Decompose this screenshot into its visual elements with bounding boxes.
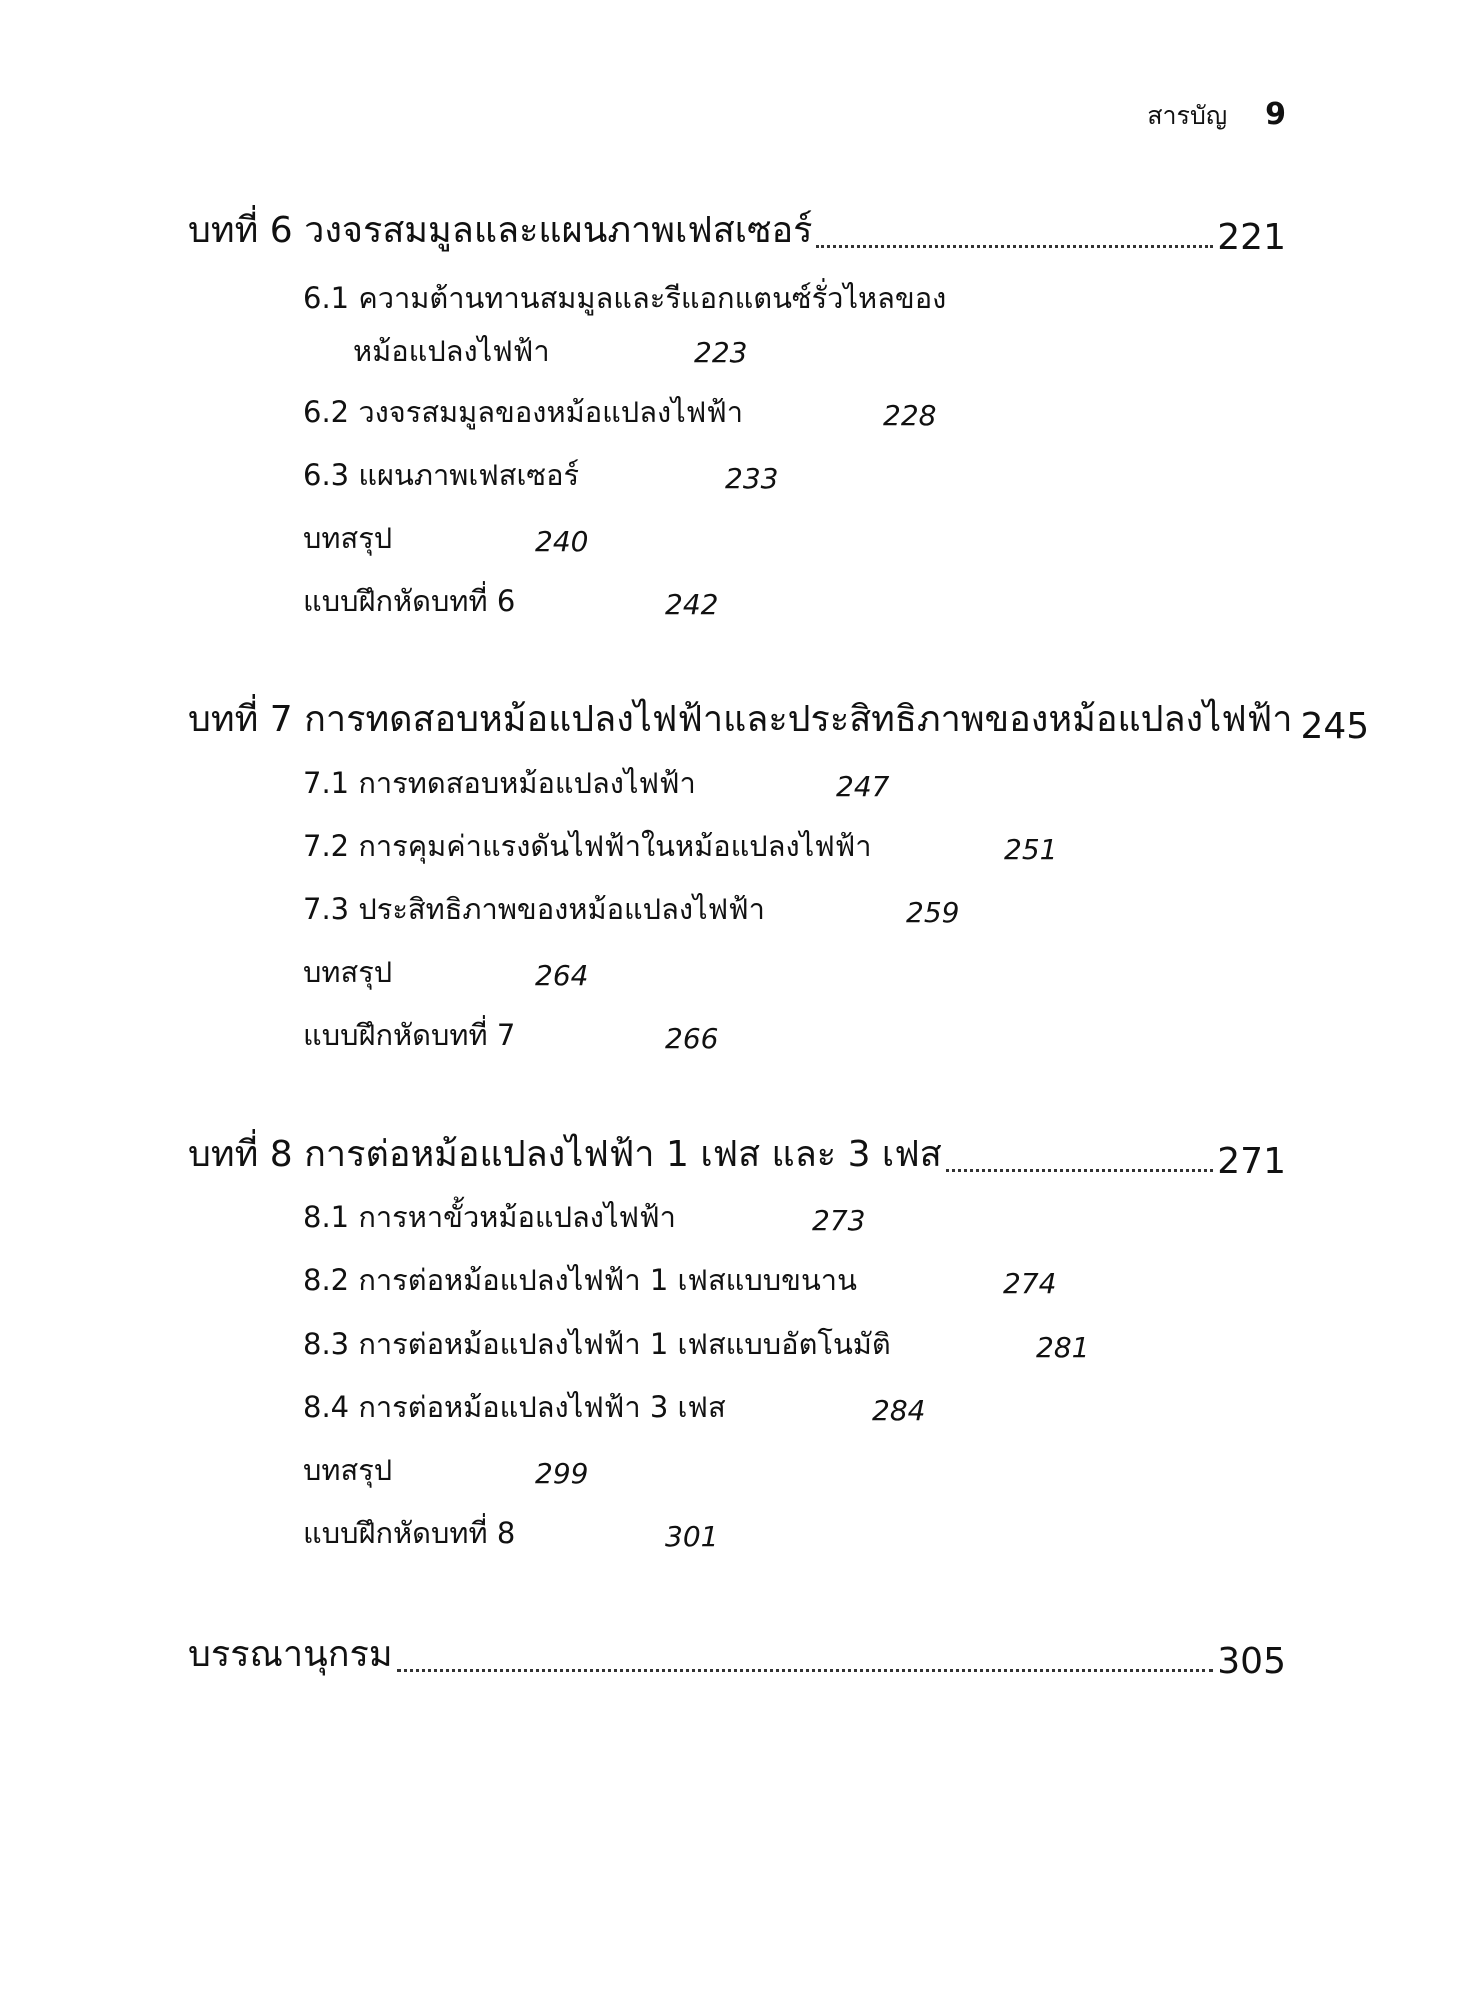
section-6-3-page: 233 <box>725 462 779 495</box>
toc-section-8-1[interactable]: 8.1 การหาขั้วหม้อแปลงไฟฟ้า <box>303 1200 676 1234</box>
toc-section-8-3[interactable]: 8.3 การต่อหม้อแปลงไฟฟ้า 1 เฟสแบบอัตโนมัติ <box>303 1327 891 1361</box>
summary-6-page: 240 <box>535 525 589 558</box>
toc-chapter-8[interactable] <box>188 1126 1286 1182</box>
bibliography-page: 305 <box>1217 1641 1286 1682</box>
dot-leader <box>397 1669 1214 1672</box>
toc-summary-8[interactable]: บทสรุป <box>303 1453 393 1487</box>
chapter-8-label: บทที่ 8 การต่อหม้อแปลงไฟฟ้า 1 เฟส และ 3 เฟส <box>188 1134 942 1175</box>
toc-exercise-7[interactable]: แบบฝึกหัดบทที่ 7 <box>303 1018 516 1052</box>
toc-section-7-3[interactable]: 7.3 ประสิทธิภาพของหม้อแปลงไฟฟ้า <box>303 892 765 926</box>
chapter-7-page: 245 <box>1300 706 1370 747</box>
section-8-2-page: 274 <box>1003 1267 1057 1300</box>
toc-chapter-6[interactable] <box>188 202 1286 258</box>
exercise-6-page: 242 <box>665 588 719 621</box>
exercise-8-page: 301 <box>665 1520 719 1553</box>
chapter-6-page: 221 <box>1217 217 1286 258</box>
toc-bibliography[interactable] <box>188 1626 1286 1682</box>
header-title: สารบัญ <box>1147 101 1228 130</box>
header-page-number: 9 <box>1265 97 1286 132</box>
summary-8-page: 299 <box>535 1457 589 1490</box>
section-7-1-page: 247 <box>836 770 890 803</box>
toc-section-7-1[interactable]: 7.1 การทดสอบหม้อแปลงไฟฟ้า <box>303 766 696 800</box>
summary-7-page: 264 <box>535 959 589 992</box>
toc-section-6-3[interactable]: 6.3 แผนภาพเฟสเซอร์ <box>303 458 580 492</box>
bibliography-label: บรรณานุกรม <box>188 1634 393 1675</box>
dot-leader <box>816 245 1213 248</box>
toc-section-6-1[interactable]: 6.1 ความต้านทานสมมูลและรีแอกแตนซ์รั่วไหลของ <box>303 281 947 315</box>
toc-summary-6[interactable]: บทสรุป <box>303 521 393 555</box>
toc-section-8-2[interactable]: 8.2 การต่อหม้อแปลงไฟฟ้า 1 เฟสแบบขนาน <box>303 1263 857 1297</box>
toc-exercise-8[interactable]: แบบฝึกหัดบทที่ 8 <box>303 1516 516 1550</box>
toc-exercise-6[interactable]: แบบฝึกหัดบทที่ 6 <box>303 584 516 618</box>
toc-section-7-2[interactable]: 7.2 การคุมค่าแรงดันไฟฟ้าในหม้อแปลงไฟฟ้า <box>303 829 872 863</box>
section-6-2-page: 228 <box>883 399 937 432</box>
toc-chapter-7[interactable] <box>188 691 1370 747</box>
chapter-6-label: บทที่ 6 วงจรสมมูลและแผนภาพเฟสเซอร์ <box>188 210 813 251</box>
dot-leader <box>946 1169 1214 1172</box>
toc-summary-7[interactable]: บทสรุป <box>303 955 393 989</box>
section-7-2-page: 251 <box>1004 833 1058 866</box>
section-6-1-page: 223 <box>694 336 748 369</box>
exercise-7-page: 266 <box>665 1022 719 1055</box>
section-8-1-page: 273 <box>812 1204 866 1237</box>
section-8-4-page: 284 <box>872 1394 926 1427</box>
toc-section-6-2[interactable]: 6.2 วงจรสมมูลของหม้อแปลงไฟฟ้า <box>303 395 744 429</box>
toc-section-6-1-cont[interactable]: หม้อแปลงไฟฟ้า <box>353 334 550 368</box>
chapter-8-page: 271 <box>1217 1141 1286 1182</box>
section-7-3-page: 259 <box>906 896 960 929</box>
toc-section-8-4[interactable]: 8.4 การต่อหม้อแปลงไฟฟ้า 3 เฟส <box>303 1390 726 1424</box>
running-header <box>1147 96 1286 136</box>
section-8-3-page: 281 <box>1036 1331 1090 1364</box>
chapter-7-label: บทที่ 7 การทดสอบหม้อแปลงไฟฟ้าและประสิทธิภาพของหม้อแปลงไฟฟ้า <box>188 699 1293 740</box>
